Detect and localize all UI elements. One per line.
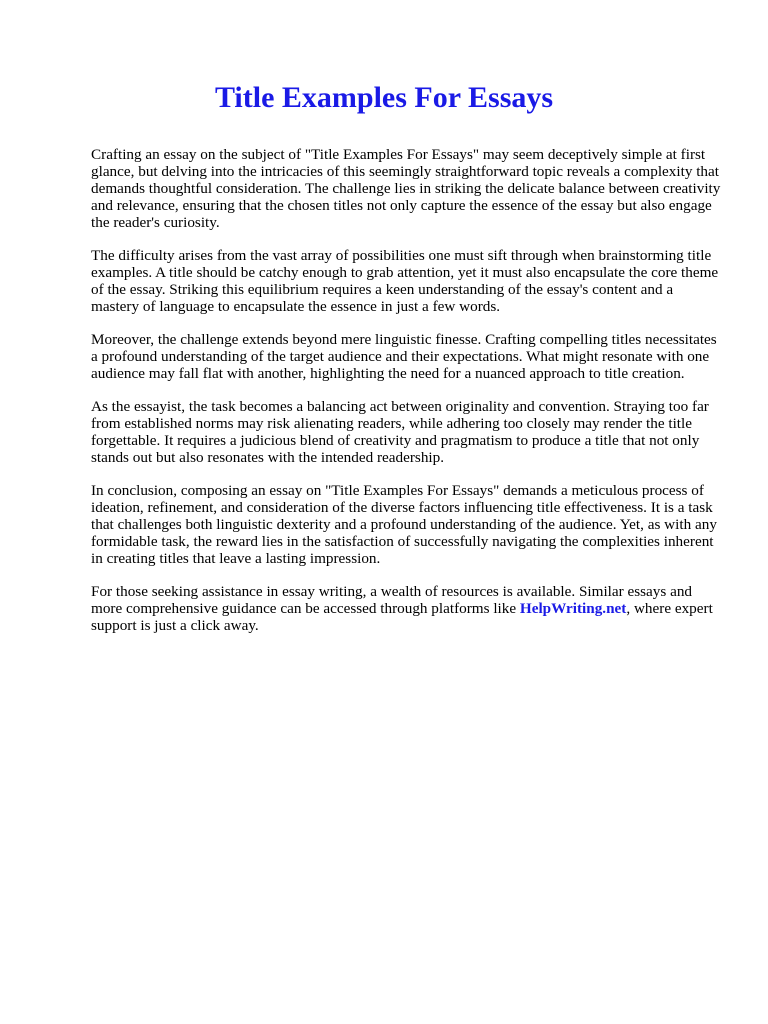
closing-text-before-link: For those seeking assistance in essay writing, a wealth of resources is available. Similar essays and more comprehensive guidance can be accessed through platforms like <box>91 583 693 617</box>
paragraph-2: The difficulty arises from the vast array of possibilities one must sift through when brainstorming title examples. A title should be catchy enough to grab attention, yet it must also encapsulate the core theme of the essay. Striking this equilibrium requires a keen understanding of the essay's content and a mastery of language to encapsulate the essence in just a few words. <box>91 247 719 315</box>
closing-text-after-link: , where expert support is just a click away. <box>91 600 713 634</box>
page-title: Title Examples For Essays <box>214 81 554 114</box>
paragraph-1: Crafting an essay on the subject of "Title Examples For Essays" may seem deceptively simple at first glance, but delving into the intricacies of this seemingly straightforward topic reveals a complexity that demands thoughtful consideration. The challenge lies in striking the delicate balance between creativity and relevance, ensuring that the chosen titles not only capture the essence of the essay but also engage the reader's curiosity. <box>91 146 721 231</box>
closing-paragraph <box>91 583 721 634</box>
paragraph-3: Moreover, the challenge extends beyond mere linguistic finesse. Crafting compelling titles necessitates a profound understanding of the target audience and their expectations. What might resonate with one audience may fall flat with another, highlighting the need for a nuanced approach to title creation. <box>91 331 717 382</box>
paragraph-4: As the essayist, the task becomes a balancing act between originality and convention. Straying too far from established norms may risk alienating readers, while adhering too closely may render the title forgettable. It requires a judicious blend of creativity and pragmatism to produce a title that not only stands out but also resonates with the intended readership. <box>91 398 709 466</box>
paragraph-5: In conclusion, composing an essay on "Title Examples For Essays" demands a meticulous process of ideation, refinement, and consideration of the diverse factors influencing title effectiveness. It is a task that challenges both linguistic dexterity and a profound understanding of the audience. Yet, as with any formidable task, the reward lies in the satisfaction of successfully navigating the complexities inherent in creating titles that leave a lasting impression. <box>91 482 717 567</box>
helpwriting-link[interactable]: HelpWriting.net <box>519 600 627 617</box>
essay-body <box>91 146 721 650</box>
